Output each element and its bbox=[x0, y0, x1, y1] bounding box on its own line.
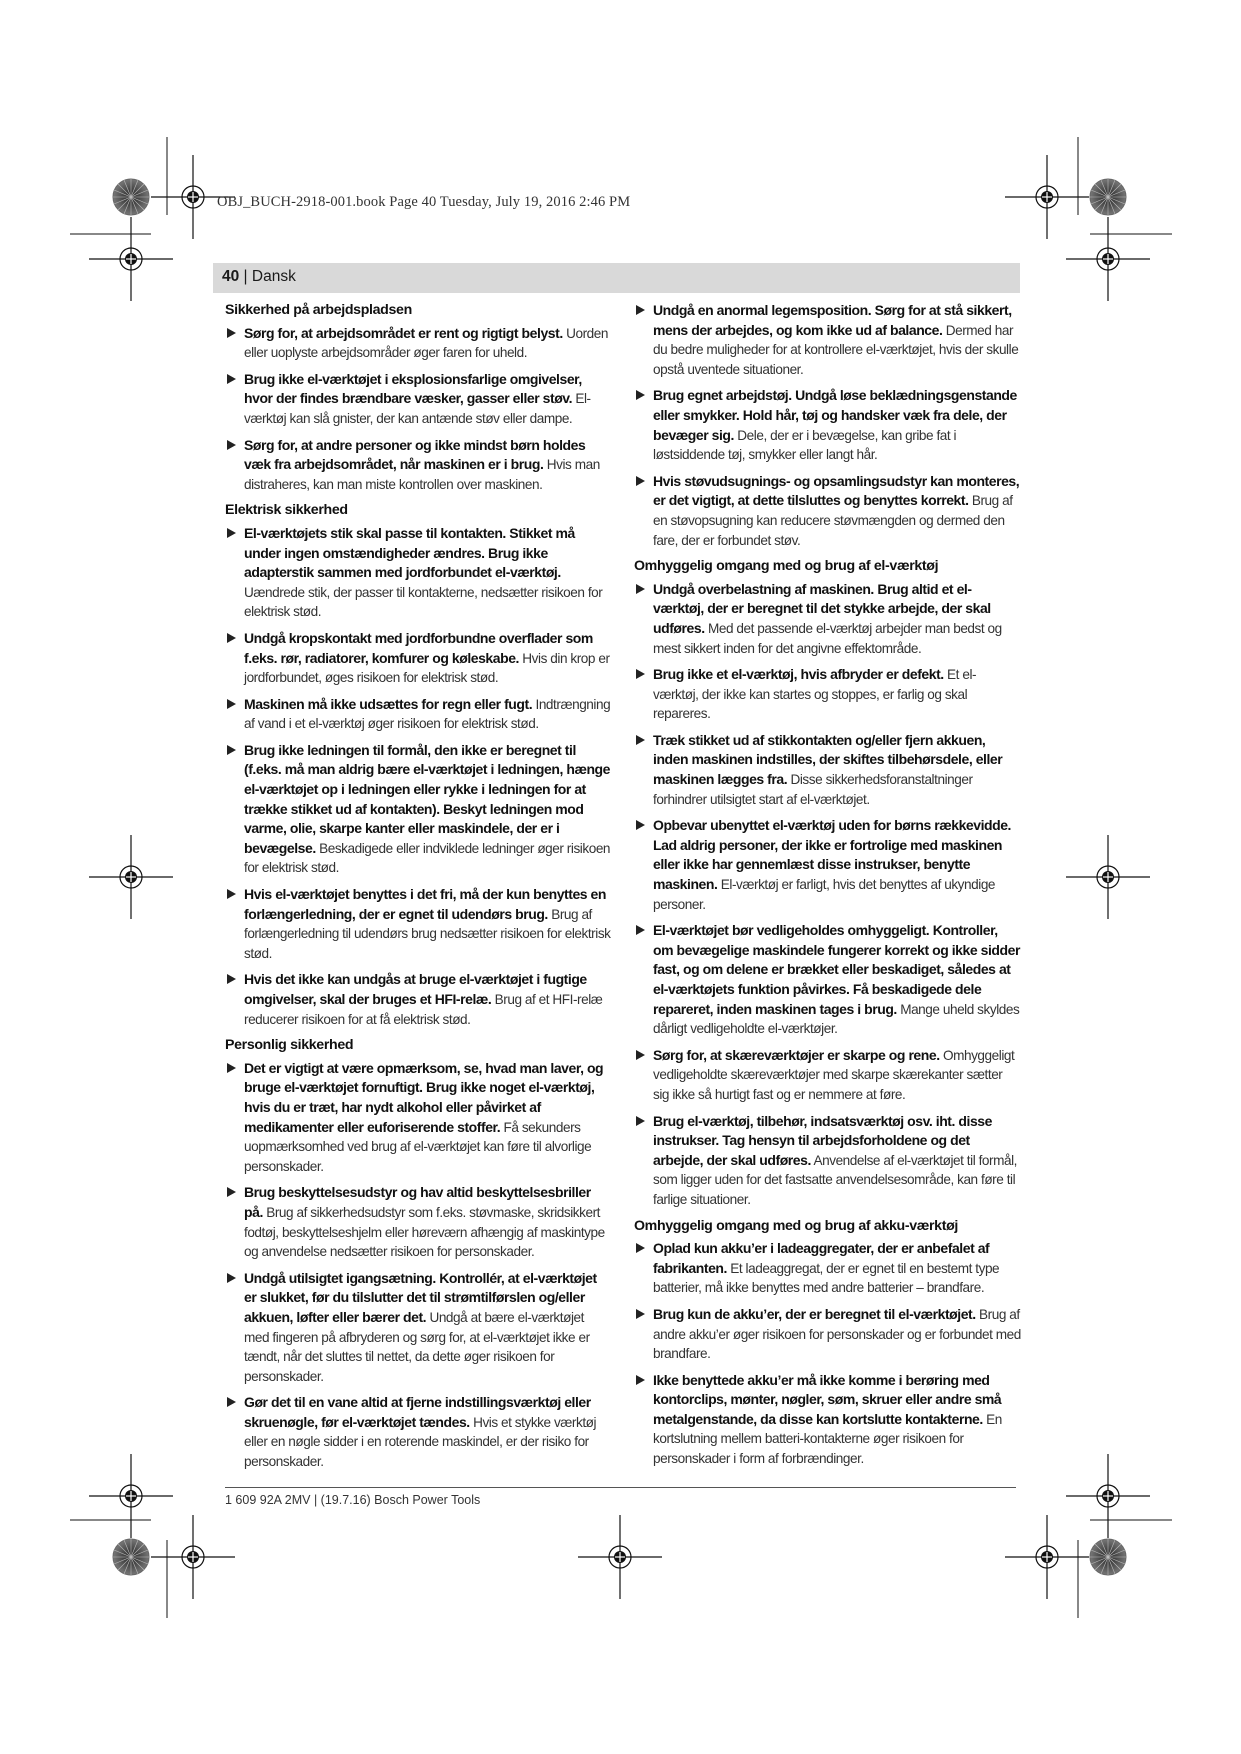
bullet-triangle-icon bbox=[227, 974, 236, 984]
instruction-bold: Oplad kun akku’er i ladeaggregater, der er anbefalet af fabrikanten. bbox=[653, 1240, 990, 1276]
registration-target-top-right bbox=[1005, 155, 1089, 239]
safety-instruction bbox=[634, 301, 1021, 379]
instruction-explanation: Brug af forlængerledning til udendørs brug nedsætter risikoen for elektrisk stød. bbox=[244, 906, 611, 961]
footer-rule bbox=[225, 1487, 1016, 1488]
instruction-bold: Undgå kropskontakt med jordforbundne overflader som f.eks. rør, radiatorer, komfurer og køleskabe. bbox=[244, 629, 593, 666]
bullet-triangle-icon bbox=[227, 633, 236, 643]
section-heading: Omhyggelig omgang med og brug af akku-værktøj bbox=[634, 1217, 959, 1234]
instruction-bold: Undgå en anormal legemsposition. Sørg for at stå sikkert, mens der arbejdes, og kom ikke ud af balance. bbox=[653, 302, 1012, 338]
bullet-triangle-icon bbox=[636, 1050, 645, 1060]
page-header bbox=[213, 263, 1020, 293]
header-separator: | bbox=[239, 268, 252, 285]
instruction-explanation: El-værktøj er farligt, hvis det benyttes af ukyndige personer. bbox=[653, 877, 996, 912]
bullet-triangle-icon bbox=[227, 699, 236, 709]
instruction-explanation: El-værktøj kan slå gnister, der kan antænde støv eller dampe. bbox=[244, 391, 591, 426]
bullet-triangle-icon bbox=[636, 1309, 645, 1319]
instruction-bold: Sørg for, at arbejdsområdet er rent og rigtigt belyst. bbox=[244, 324, 563, 341]
instruction-bold: El-værktøjets stik skal passe til kontakten. Stikket må under ingen omstændigheder ændres. Brug ikke adapterstik sammen med jordforbundet el-værktøj. bbox=[244, 524, 575, 581]
instruction-explanation: Omhyggeligt vedligeholdte skæreværktøjer med skarpe skærekanter sætter sig ikke så hurtigt fast og er nemmere at føre. bbox=[653, 1047, 1015, 1102]
safety-instruction bbox=[634, 816, 1021, 914]
instruction-explanation: Få sekunders uopmærksomhed ved brug af el-værktøjet kan føre til alvorlige personskader. bbox=[244, 1119, 592, 1174]
safety-instruction bbox=[634, 1112, 1021, 1210]
registration-target-bottom-center bbox=[578, 1515, 662, 1599]
instruction-bold: Hvis det ikke kan undgås at bruge el-værktøjet i fugtige omgivelser, skal der bruges et HFI-relæ. bbox=[244, 971, 587, 1007]
instruction-bold: Undgå overbelastning af maskinen. Brug altid et el-værktøj, der er beregnet til det stykke arbejde, der skal udføres. bbox=[653, 580, 991, 636]
safety-instruction bbox=[225, 695, 612, 734]
instruction-explanation: Et el-værktøj, der ikke kan startes og stoppes, er farlig og skal repareres. bbox=[653, 667, 977, 722]
color-target-top-left bbox=[113, 179, 149, 215]
instruction-bold: Brug ikke ledningen til formål, den ikke er beregnet til (f.eks. må man aldrig bære el-værktøjet i ledningen, hænge el-værktøjet op i ledningen eller rykke i ledningen for at trække stikket ud af kontakten). Beskyt ledningen mod varme, olie, skarpe kanter eller maskindele, der er i bevægelse. bbox=[244, 741, 610, 856]
bullet-triangle-icon bbox=[636, 1243, 645, 1253]
bullet-triangle-icon bbox=[227, 440, 236, 450]
safety-instruction bbox=[634, 386, 1021, 464]
instruction-bold: Hvis støvudsugnings- og opsamlingsudstyr kan monteres, er det vigtigt, at dette tilsluttes og benyttes korrekt. bbox=[653, 472, 1020, 509]
section-heading: Omhyggelig omgang med og brug af el-værktøj bbox=[634, 558, 939, 575]
safety-instruction bbox=[634, 1239, 1021, 1298]
instruction-explanation: Dermed har du bedre muligheder for at kontrollere el-værktøjet, hvis der skulle opstå uventede situationer. bbox=[653, 322, 1019, 377]
safety-instruction bbox=[225, 1183, 612, 1261]
instruction-bold: Sørg for, at andre personer og ikke mindst børn holdes væk fra arbejdsområdet, når maskinen er i brug. bbox=[244, 436, 586, 473]
safety-instruction bbox=[634, 472, 1021, 550]
instruction-explanation: Hvis din krop er jordforbundet, øges risikoen for elektrisk stød. bbox=[244, 650, 610, 686]
bullet-triangle-icon bbox=[636, 305, 645, 315]
bullet-triangle-icon bbox=[227, 1273, 236, 1283]
registration-target-right-lower bbox=[1066, 1454, 1150, 1538]
bullet-triangle-icon bbox=[227, 328, 236, 338]
instruction-bold: Brug beskyttelsesudstyr og hav altid beskyttelsesbriller på. bbox=[244, 1184, 591, 1220]
bullet-triangle-icon bbox=[227, 745, 236, 755]
header-language: Dansk bbox=[251, 268, 296, 285]
instruction-explanation: Med det passende el-værktøj arbejder man bedst og mest sikkert inden for det angivne effektområde. bbox=[653, 620, 1002, 656]
safety-instruction bbox=[225, 741, 612, 878]
instruction-explanation: Brug af andre akku’er øger risikoen for personskader og er forbundet med brandfare. bbox=[653, 1306, 1021, 1362]
safety-instruction bbox=[225, 885, 612, 963]
book-file-info: OBJ_BUCH-2918-001.book Page 40 Tuesday, July 19, 2016 2:46 PM bbox=[217, 194, 631, 210]
instruction-explanation: Uændrede stik, der passer til kontakterne, nedsætter risikoen for elektrisk stød. bbox=[244, 584, 603, 620]
registration-target-right-upper bbox=[1066, 217, 1150, 301]
instruction-bold: Sørg for, at skæreværktøjer er skarpe og rene. bbox=[653, 1046, 940, 1063]
section-heading: Elektrisk sikkerhed bbox=[225, 502, 348, 519]
bullet-triangle-icon bbox=[636, 584, 645, 594]
instruction-explanation: Indtrængning af vand i et el-værktøj øger risikoen for elektrisk stød. bbox=[244, 696, 611, 732]
registration-target-left-middle bbox=[89, 835, 173, 919]
color-target-bottom-right bbox=[1090, 1539, 1126, 1575]
registration-target-bottom-left bbox=[151, 1515, 235, 1599]
instruction-bold: Gør det til en vane altid at fjerne indstillingsværktøj eller skruenøgle, før el-værktøjet tændes. bbox=[244, 1394, 591, 1430]
bullet-triangle-icon bbox=[227, 528, 236, 538]
bullet-triangle-icon bbox=[227, 889, 236, 899]
instruction-bold: El-værktøjet bør vedligeholdes omhyggeligt. Kontroller, om bevægelige maskindele fungerer korrekt og ikke sidder fast, og om delene er brækket eller beskadiget, således at el-værktøjets funktion påvirkes. Få beskadigede dele repareret, inden maskinen tages i brug. bbox=[653, 922, 1020, 1017]
instruction-explanation: Undgå at bære el-værktøjet med fingeren på afbryderen og sørg for, at el-værktøjet ikke er tændt, når det sluttes til nettet, da dette øger risikoen for personskader. bbox=[244, 1309, 590, 1384]
safety-instruction bbox=[634, 1305, 1021, 1364]
bullet-triangle-icon bbox=[636, 476, 645, 486]
instruction-explanation: Anvendelse af el-værktøjet til formål, som ligger uden for det fastsatte anvendelsesområde, kan føre til farlige situationer. bbox=[653, 1152, 1017, 1207]
bullet-triangle-icon bbox=[227, 1187, 236, 1197]
bullet-triangle-icon bbox=[636, 925, 645, 935]
instruction-explanation: En kortslutning mellem batteri-kontakterne øger risikoen for personskader i form af forbrændinger. bbox=[653, 1411, 1002, 1467]
instruction-explanation: Dele, der er i bevægelse, kan gribe fat i løstsiddende tøj, smykker eller langt hår. bbox=[653, 427, 957, 463]
color-target-top-right bbox=[1090, 179, 1126, 215]
instruction-explanation: Brug af et HFI-relæ reducerer risikoen for at få elektrisk stød. bbox=[244, 992, 603, 1027]
safety-instruction bbox=[225, 1393, 612, 1471]
registration-target-right-middle bbox=[1066, 835, 1150, 919]
section-heading: Sikkerhed på arbejdspladsen bbox=[225, 302, 412, 318]
safety-instruction bbox=[225, 970, 612, 1029]
section-heading: Personlig sikkerhed bbox=[225, 1037, 354, 1054]
instruction-bold: Undgå utilsigtet igangsætning. Kontrollér, at el-værktøjet er slukket, før du tilslutter det til strømtilførslen og/eller akkuen, løfter eller bærer det. bbox=[244, 1269, 597, 1325]
instruction-bold: Brug ikke et el-værktøj, hvis afbryder er defekt. bbox=[653, 666, 944, 683]
instruction-bold: Brug ikke el-værktøjet i eksplosionsfarlige omgivelser, hvor der findes brændbare væsker, gasser eller støv. bbox=[244, 370, 582, 407]
bullet-triangle-icon bbox=[227, 1063, 236, 1073]
page-number: 40 bbox=[222, 268, 240, 285]
bullet-triangle-icon bbox=[227, 374, 236, 384]
instruction-bold: Det er vigtigt at være opmærksom, se, hvad man laver, og bruge el-værktøjet fornuftigt. Brug ikke noget el-værktøj, hvis du er træt, har nydt alkohol eller påvirket af medikamenter eller euforiserende stoffer. bbox=[244, 1059, 604, 1135]
safety-instruction bbox=[634, 1046, 1021, 1105]
bullet-triangle-icon bbox=[636, 390, 645, 400]
color-target-bottom-left bbox=[113, 1539, 149, 1575]
safety-instruction bbox=[225, 524, 612, 622]
instruction-explanation: Mange uheld skyldes dårligt vedligeholdte el-værktøjer. bbox=[653, 1001, 1020, 1037]
bullet-triangle-icon bbox=[227, 1397, 236, 1407]
bullet-triangle-icon bbox=[636, 735, 645, 745]
instruction-bold: Brug kun de akku’er, der er beregnet til el-værktøjet. bbox=[653, 1305, 976, 1322]
safety-instruction bbox=[225, 370, 612, 429]
instruction-bold: Maskinen må ikke udsættes for regn eller fugt. bbox=[244, 695, 533, 712]
instruction-explanation: Hvis et stykke værktøj eller en nøgle sidder i en roterende maskindel, er der risiko for personskader. bbox=[244, 1414, 597, 1470]
instruction-bold: Ikke benyttede akku’er må ikke komme i berøring med kontorclips, mønter, nøgler, søm, skruer eller andre små metalgenstande, da disse kan kortslutte kontakterne. bbox=[653, 1371, 1002, 1427]
safety-instruction bbox=[225, 324, 612, 363]
instruction-bold: Brug el-værktøj, tilbehør, indsatsværktøj osv. iht. disse instrukser. Tag hensyn til arbejdsforholdene og det arbejde, der skal udføres. bbox=[653, 1112, 992, 1168]
instruction-bold: Hvis el-værktøjet benyttes i det fri, må der kun benyttes en forlængerledning, der er egnet til udendørs brug. bbox=[244, 886, 606, 922]
instruction-explanation: Beskadigede eller indviklede ledninger øger risikoen for elektrisk stød. bbox=[244, 840, 611, 876]
bullet-triangle-icon bbox=[636, 669, 645, 679]
instruction-bold: Opbevar ubenyttet el-værktøj uden for børns rækkevidde. Lad aldrig personer, der ikke er fortrolige med maskinen eller ikke har gennemlæst disse instrukser, benytte maskinen. bbox=[653, 817, 1012, 893]
instruction-explanation: Hvis man distraheres, kan man miste kontrollen over maskinen. bbox=[244, 457, 600, 492]
instruction-explanation: Uorden eller uoplyste arbejdsområder øger faren for uheld. bbox=[244, 325, 608, 361]
right-column bbox=[634, 301, 1021, 1476]
footer-text: 1 609 92A 2MV | (19.7.16) Bosch Power Tools bbox=[225, 1493, 481, 1507]
instruction-bold: Brug egnet arbejdstøj. Undgå løse beklædningsgenstande eller smykker. Hold hår, tøj og handsker væk fra dele, der bevæger sig. bbox=[653, 387, 1017, 443]
safety-instruction bbox=[634, 1371, 1021, 1469]
registration-target-bottom-right bbox=[1005, 1515, 1089, 1599]
safety-instruction bbox=[225, 1269, 612, 1387]
registration-target-left-lower bbox=[89, 1454, 173, 1538]
safety-instruction bbox=[225, 1059, 612, 1177]
bullet-triangle-icon bbox=[636, 1116, 645, 1126]
left-column bbox=[225, 301, 612, 1479]
registration-target-left-upper bbox=[89, 217, 173, 301]
instruction-explanation: Brug af en støvopsugning kan reducere støvmængden og dermed den fare, der er forbundet støv. bbox=[653, 493, 1013, 548]
safety-instruction bbox=[634, 580, 1021, 658]
bullet-triangle-icon bbox=[636, 1375, 645, 1385]
header-text bbox=[222, 268, 296, 286]
instruction-explanation: Et ladeaggregat, der er egnet til en bestemt type batterier, må ikke benyttes med andre batterier – brandfare. bbox=[653, 1260, 1000, 1296]
safety-instruction bbox=[225, 629, 612, 688]
instruction-explanation: Disse sikkerhedsforanstaltninger forhindrer utilsigtet start af el-værktøjet. bbox=[653, 772, 973, 807]
instruction-explanation: Brug af sikkerhedsudstyr som f.eks. støvmaske, skridsikkert fodtøj, beskyttelseshjelm eller høreværn afhængig af maskintype og anvendelse nedsætter risikoen for personskader. bbox=[244, 1204, 605, 1260]
safety-instruction bbox=[225, 436, 612, 495]
safety-instruction bbox=[634, 731, 1021, 809]
safety-instruction bbox=[634, 665, 1021, 724]
bullet-triangle-icon bbox=[636, 820, 645, 830]
instruction-bold: Træk stikket ud af stikkontakten og/eller fjern akkuen, inden maskinen indstilles, der skiftes tilbehørsdele, eller maskinen lægges fra. bbox=[653, 731, 1003, 788]
safety-instruction bbox=[634, 921, 1021, 1039]
